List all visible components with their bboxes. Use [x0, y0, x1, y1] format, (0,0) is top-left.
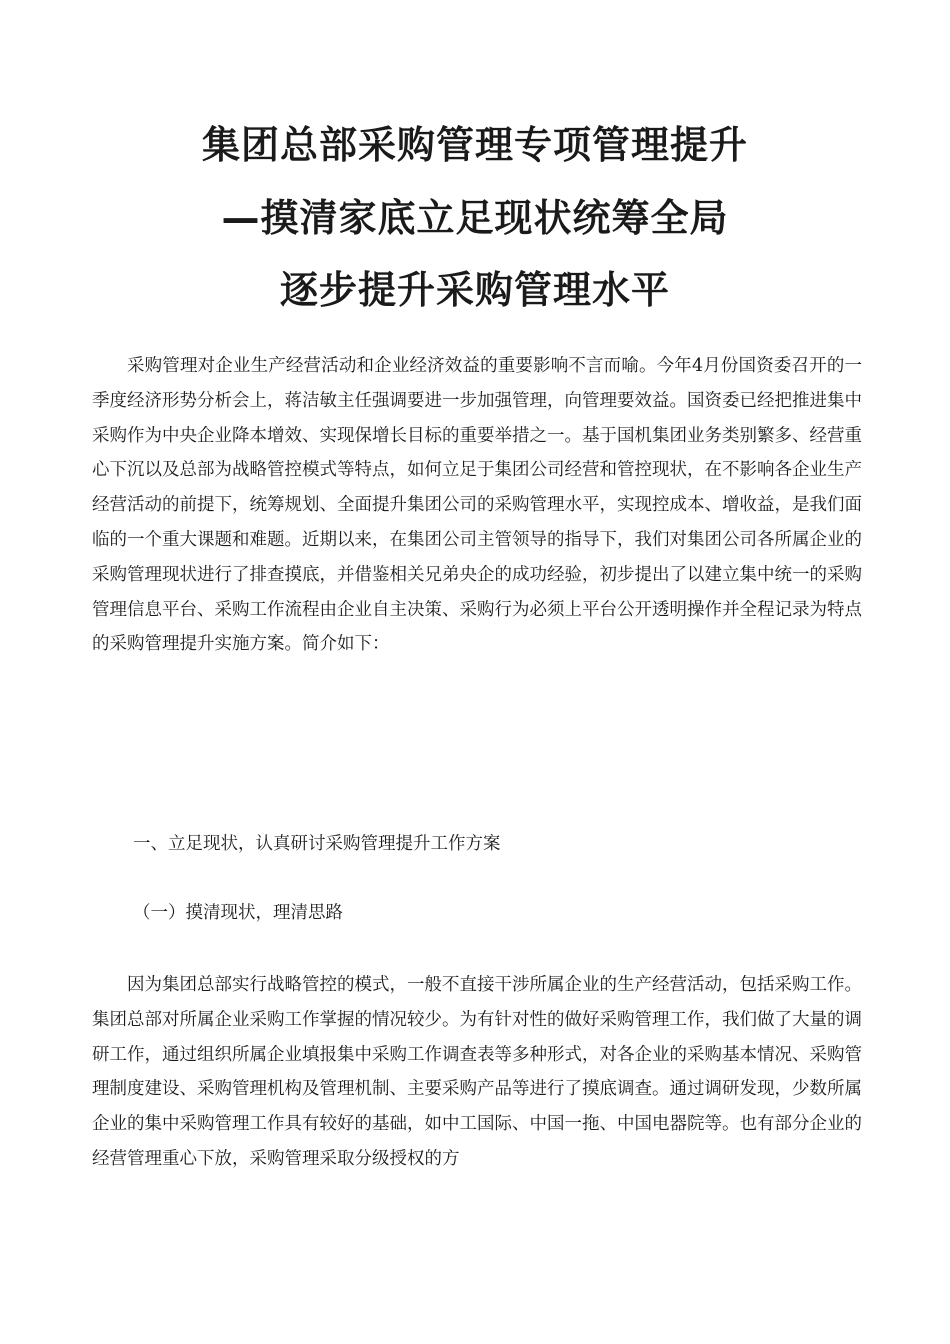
subsection-heading-1: （一）摸清现状，理清思路: [133, 903, 343, 923]
section1-body-paragraph: 因为集团总部实行战略管控的模式，一般不直接干涉所属企业的生产经营活动，包括采购工作。集团总部对所属企业采购工作掌握的情况较少。为有针对性的做好采购管理工作，我们做了大量的调研工作，通过组织所属企业填报集中采购工作调查表等多种形式，对各企业的采购基本情况、采购管理制度建设、采购管理机构及管理机制、主要采购产品等进行了摸底调查。通过调研发现，少数所属企业的集中采购管理工作具有较好的基础，如中工国际、中国一拖、中国电器院等。也有部分企业的经营管理重心下放，采购管理采取分级授权的方: [92, 975, 862, 1169]
document-title-line-1: 集团总部采购管理专项管理提升: [201, 123, 748, 167]
intro-paragraph: 采购管理对企业生产经营活动和企业经济效益的重要影响不言而喻。今年4月份国资委召开的一季度经济形势分析会上，蒋洁敏主任强调要进一步加强管理，向管理要效益。国资委已经把推进集中采购作为中央企业降本增效、实现保增长目标的重要举措之一。基于国机集团业务类别繁多、经营重心下沉以及总部为战略管控模式等特点，如何立足于集团公司经营和管控现状，在不影响各企业生产经营活动的前提下，统筹规划、全面提升集团公司的采购管理水平，实现控成本、增收益，是我们面临的一个重大课题和难题。近期以来，在集团公司主管领导的指导下，我们对集团公司各所属企业的采购管理现状进行了排查摸底，并借鉴相关兄弟央企的成功经验，初步提出了以建立集中统一的采购管理信息平台、采购工作流程由企业自主决策、采购行为必须上平台公开透明操作并全程记录为特点的采购管理提升实施方案。简介如下：: [92, 356, 862, 655]
section-heading-1: 一、立足现状，认真研讨采购管理提升工作方案: [133, 834, 501, 854]
document-title-line-2: —摸清家底立足现状统筹全局: [221, 196, 729, 240]
document-title-line-3: 逐步提升采购管理水平: [279, 268, 670, 312]
